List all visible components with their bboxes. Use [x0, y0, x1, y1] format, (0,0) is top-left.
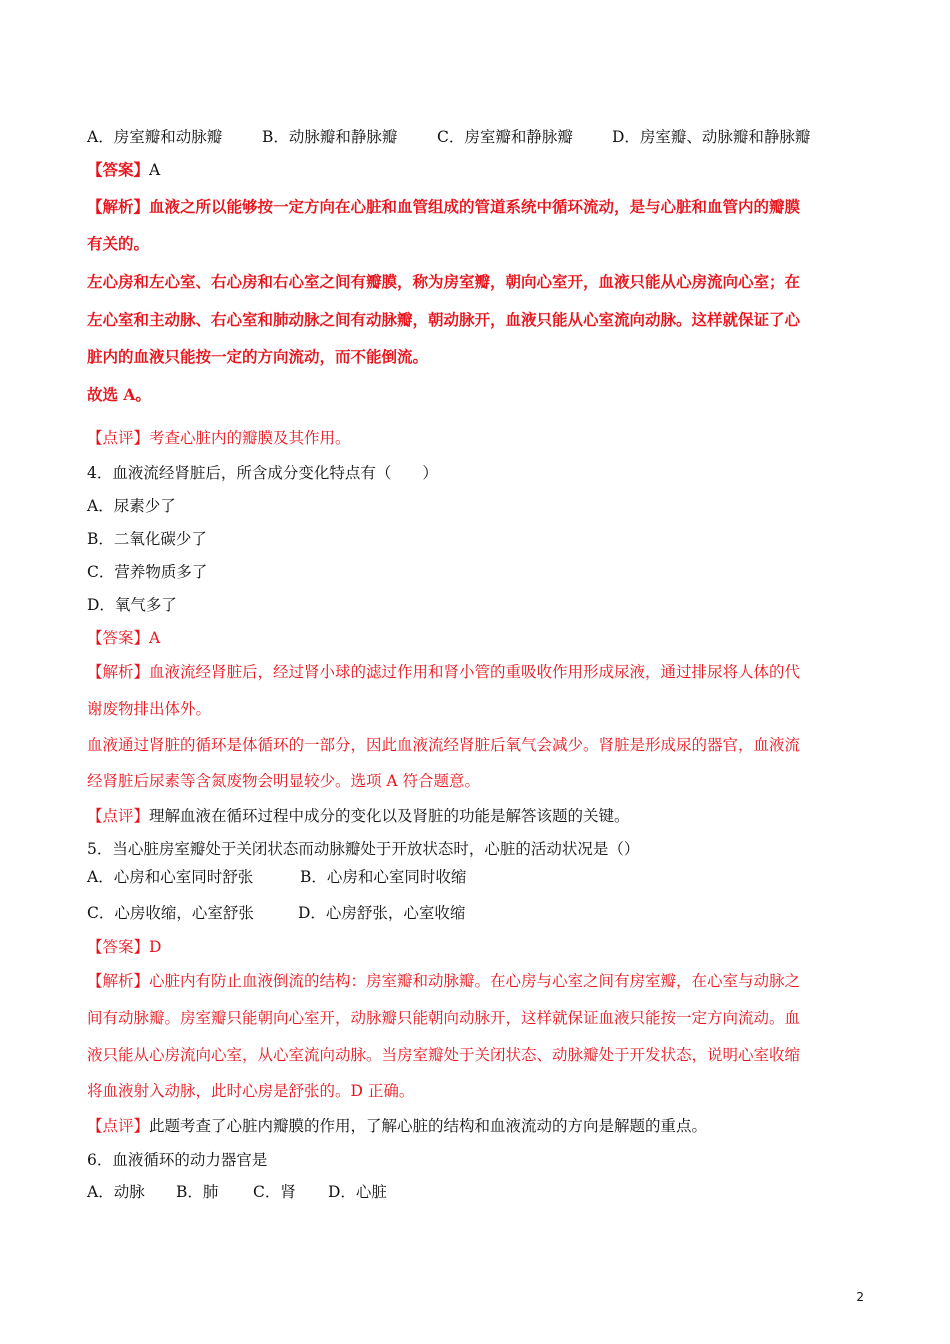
q5-analysis-line-2: 间有动脉瓣。房室瓣只能朝向心室开，动脉瓣只能朝向动脉开，这样就保证血液只能按一定方向流动。血: [87, 1009, 801, 1027]
q5-analysis-line-1: [87, 971, 800, 991]
q5-answer-value: D: [149, 938, 162, 956]
q3-answer: [87, 160, 160, 180]
q5-answer: [87, 937, 161, 957]
q5-comment-text: 此题考查了心脏内瓣膜的作用，了解心脏的结构和血液流动的方向是解题的重点。: [149, 1117, 708, 1135]
q5-stem: 5．当心脏房室瓣处于关闭状态而动脉瓣处于开放状态时，心脏的活动状况是（）: [87, 840, 640, 858]
q4-option-b: B．二氧化碳少了: [87, 530, 207, 548]
q5-comment: [87, 1116, 707, 1136]
q4-stem: 4．血液流经肾脏后，所含成分变化特点有（ ）: [87, 464, 438, 482]
q3-option-d: D．房室瓣、动脉瓣和静脉瓣: [612, 128, 811, 146]
q5-analysis-tag: 【解析】: [87, 972, 150, 990]
q5-option-a: A．心房和心室同时舒张: [87, 868, 254, 886]
q3-option-a: A．房室瓣和动脉瓣: [87, 128, 223, 146]
q5-comment-tag: 【点评】: [87, 1117, 150, 1135]
q3-option-b: B．动脉瓣和静脉瓣: [262, 128, 398, 146]
q4-analysis-line-3: 血液通过肾脏的循环是体循环的一部分，因此血液流经肾脏后氧气会减少。肾脏是形成尿的器官，血液流: [87, 736, 801, 754]
q3-analysis-line-6: 故选 A。: [87, 385, 151, 404]
q5-answer-tag: 【答案】: [87, 938, 150, 956]
q4-option-a: A．尿素少了: [87, 497, 176, 515]
q4-analysis-line-1: [87, 662, 800, 682]
q4-option-c: C．营养物质多了: [87, 563, 208, 581]
q6-option-c: C．肾: [253, 1183, 296, 1201]
q6-option-b: B．肺: [176, 1183, 219, 1201]
q3-comment-tag: 【点评】: [87, 429, 150, 447]
q3-comment: [87, 428, 351, 448]
q6-option-a: A．动脉: [87, 1183, 145, 1201]
q3-analysis-line-2: 有关的。: [87, 234, 150, 253]
q3-answer-tag: 【答案】: [87, 160, 150, 179]
q4-comment-tag: 【点评】: [87, 807, 150, 825]
q4-answer-tag: 【答案】: [87, 629, 150, 647]
q4-analysis-line-2: 谢废物排出体外。: [87, 700, 212, 718]
q5-analysis-line-4: 将血液射入动脉，此时心房是舒张的。D 正确。: [87, 1082, 415, 1100]
q3-answer-value: A: [149, 161, 161, 179]
q3-analysis-line-3: 左心房和左心室、右心房和右心室之间有瓣膜，称为房室瓣，朝向心室开，血液只能从心房流向心室；在: [87, 272, 801, 291]
q4-answer: [87, 628, 160, 648]
q5-option-d: D．心房舒张，心室收缩: [298, 904, 466, 922]
q3-option-c: C．房室瓣和静脉瓣: [437, 128, 573, 146]
q4-analysis-line-4: 经肾脏后尿素等含氮废物会明显较少。选项 A 符合题意。: [87, 772, 481, 790]
q4-comment: [87, 806, 630, 826]
q5-option-c: C．心房收缩，心室舒张: [87, 904, 254, 922]
q3-analysis-line-5: 脏内的血液只能按一定的方向流动，而不能倒流。: [87, 347, 429, 366]
q4-option-d: D．氧气多了: [87, 596, 177, 614]
q3-comment-text: 考查心脏内的瓣膜及其作用。: [149, 429, 351, 447]
q5-analysis-line-3: 液只能从心房流向心室，从心室流向动脉。当房室瓣处于关闭状态、动脉瓣处于开发状态，说明心室收缩: [87, 1046, 801, 1064]
q4-answer-value: A: [149, 629, 161, 647]
q4-comment-text: 理解血液在循环过程中成分的变化以及肾脏的功能是解答该题的关键。: [149, 807, 630, 825]
page-number: 2: [856, 1290, 864, 1304]
q4-analysis-tag: 【解析】: [87, 663, 150, 681]
q3-analysis-line-4: 左心室和主动脉、右心室和肺动脉之间有动脉瓣，朝动脉开，血液只能从心室流向动脉。这样就保证了心: [87, 310, 801, 329]
q5-analysis-text-1: 心脏内有防止血液倒流的结构：房室瓣和动脉瓣。在心房与心室之间有房室瓣，在心室与动脉之: [149, 972, 801, 990]
q3-analysis-line-1: [87, 197, 800, 217]
q3-analysis-tag: 【解析】: [87, 197, 150, 216]
q6-option-d: D．心脏: [328, 1183, 387, 1201]
q4-analysis-text-1: 血液流经肾脏后，经过肾小球的滤过作用和肾小管的重吸收作用形成尿液，通过排尿将人体的代: [149, 663, 801, 681]
q5-option-b: B．心房和心室同时收缩: [300, 868, 467, 886]
q6-stem: 6．血液循环的动力器官是: [87, 1151, 268, 1169]
q3-analysis-text-1: 血液之所以能够按一定方向在心脏和血管组成的管道系统中循环流动，是与心脏和血管内的瓣膜: [149, 197, 801, 216]
